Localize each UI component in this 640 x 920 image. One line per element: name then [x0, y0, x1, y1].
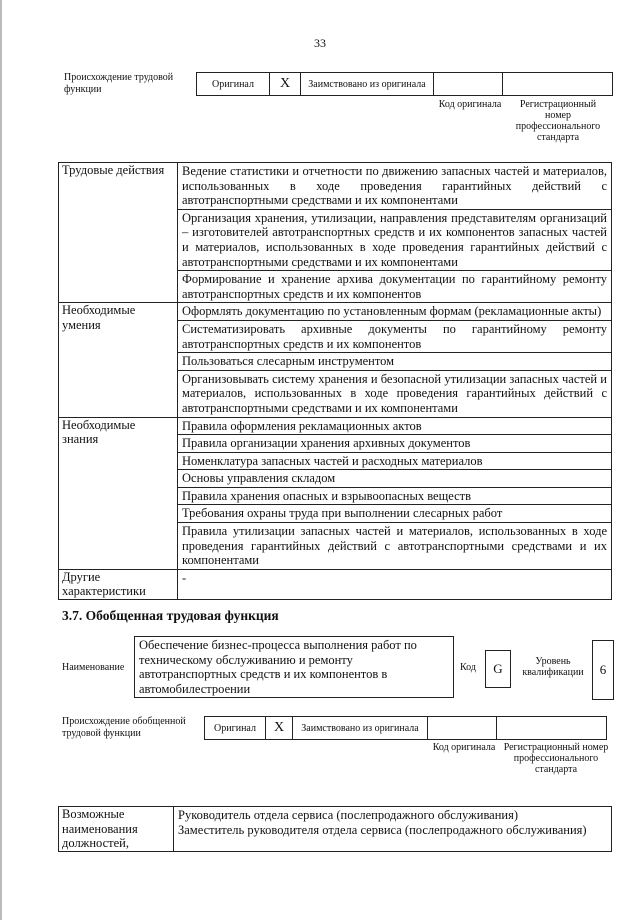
origin-label: Происхождение обобщенной трудовой функции — [62, 716, 186, 739]
code-caption: Код оригинала — [432, 742, 496, 753]
table-cell: Ведение статистики и отчетности по движению запасных частей и материалов, использованных в ходе проведения гарантийных действий с автотранспортными средствами и их компонентами — [178, 163, 612, 210]
row-head-knowledge: Необходимые знания — [59, 417, 178, 569]
position-item: Заместитель руководителя отдела сервиса (послепродажного обслуживания) — [178, 822, 587, 837]
section-title: 3.7. Обобщенная трудовая функция — [62, 608, 279, 623]
scan-edge — [0, 0, 2, 920]
level-label: Уровень квалификации — [522, 656, 584, 678]
positions-cell — [174, 807, 612, 852]
table-cell: Правила утилизации запасных частей и материалов, использованных в ходе проведения гарантийных действий с автотранспортными средствами и их компонентами — [178, 523, 612, 570]
labor-function-table — [58, 162, 612, 600]
position-item: Руководитель отдела сервиса (послепродажного обслуживания) — [178, 808, 519, 822]
table-cell: Пользоваться слесарным инструментом — [178, 353, 612, 371]
borrowed-cell: Заимствовано из оригинала — [301, 73, 434, 96]
code-value: G — [485, 650, 511, 688]
origin-table — [204, 716, 607, 740]
reg-caption: Регистрационный номер профессионального стандарта — [503, 742, 609, 775]
reg-number-cell — [497, 717, 607, 740]
table-cell: Систематизировать архивные документы по гарантийному ремонту автотранспортных средств и их компонентов — [178, 320, 612, 352]
code-label: Код — [460, 662, 476, 673]
reg-number-cell — [503, 73, 613, 96]
page-number: 33 — [314, 36, 326, 50]
borrowed-cell: Заимствовано из оригинала — [293, 717, 428, 740]
table-cell: Организовывать систему хранения и безопасной утилизации запасных частей и материалов, использованных в ходе проведения гарантийных действий с автотранспортными средствами и их компонентами — [178, 370, 612, 417]
table-cell: Основы управления складом — [178, 470, 612, 488]
original-mark: X — [266, 717, 293, 740]
table-cell: Правила оформления рекламационных актов — [178, 417, 612, 435]
origin-label: Происхождение трудовой функции — [64, 72, 174, 95]
code-cell — [434, 73, 503, 96]
table-cell: Оформлять документацию по установленным формам (рекламационные акты) — [178, 303, 612, 321]
original-cell: Оригинал — [205, 717, 266, 740]
table-cell: - — [178, 569, 612, 599]
code-cell — [428, 717, 497, 740]
row-head-skills: Необходимые умения — [59, 303, 178, 417]
original-mark: X — [270, 73, 301, 96]
name-label: Наименование — [62, 662, 125, 673]
table-cell: Правила хранения опасных и взрывоопасных веществ — [178, 487, 612, 505]
row-head-other: Другие характеристики — [59, 569, 178, 599]
table-cell: Правила организации хранения архивных документов — [178, 435, 612, 453]
positions-table — [58, 806, 612, 852]
table-cell: Номенклатура запасных частей и расходных материалов — [178, 452, 612, 470]
origin-table — [196, 72, 613, 96]
table-cell: Формирование и хранение архива документации по гарантийному ремонту автотранспортных средств и их компонентов — [178, 271, 612, 303]
table-cell: Организация хранения, утилизации, направления представителям организаций – изготовителей автотранспортных средств и их компонентов запасных частей и материалов, использованных в ходе проведения гарантийных действий с автотранспортными средствами и их компонентами — [178, 209, 612, 270]
reg-caption: Регистрационный номер профессионального стандарта — [515, 99, 601, 143]
function-name: Обеспечение бизнес-процесса выполнения работ по техническому обслуживанию и ремонту автотранспортных средств и их компонентов в автомобилестроении — [134, 636, 454, 698]
level-value: 6 — [592, 640, 614, 700]
table-cell: Требования охраны труда при выполнении слесарных работ — [178, 505, 612, 523]
original-cell: Оригинал — [197, 73, 270, 96]
code-caption: Код оригинала — [438, 99, 502, 110]
row-head-positions: Возможные наименования должностей, — [59, 807, 174, 852]
row-head-actions: Трудовые действия — [59, 163, 178, 303]
